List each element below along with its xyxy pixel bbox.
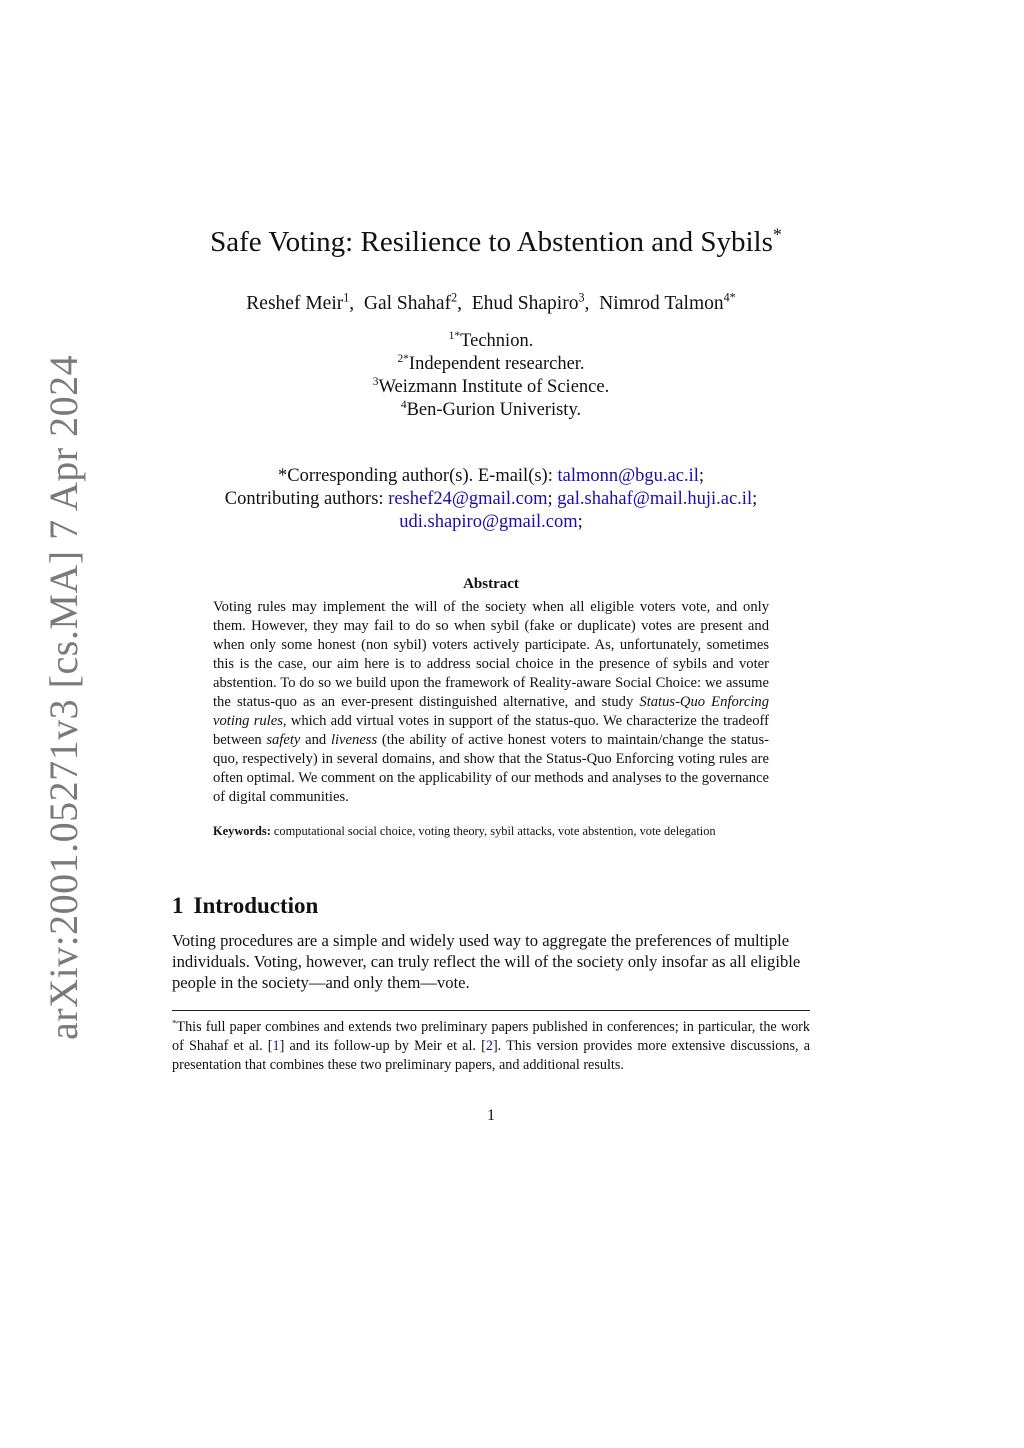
affiliation-text: Weizmann Institute of Science.	[378, 377, 610, 397]
footnote-text: ]. This version provides more extensive discussions, a presentation that combines these two preliminary papers, and additional results.	[172, 1038, 810, 1073]
author-name: Reshef Meir	[246, 293, 344, 314]
author-name: Nimrod Talmon	[599, 293, 724, 314]
affiliation	[0, 399, 982, 422]
footnote-text: ] and its follow-up by Meir et al. [	[279, 1038, 486, 1054]
section-heading	[172, 893, 318, 919]
keywords-text: computational social choice, voting theory, sybil attacks, vote abstention, vote delegation	[270, 824, 716, 838]
corresponding-author-line	[0, 465, 982, 488]
page-number: 1	[487, 1107, 495, 1124]
affiliation-text: Ben-Gurion Univeristy.	[406, 400, 582, 420]
author-affiliation-mark: 1	[343, 290, 350, 305]
abstract-emphasis: safety	[266, 732, 301, 748]
paragraph-line: people in the society—and only them—vote.	[172, 973, 470, 992]
affiliation	[0, 330, 982, 353]
contributing-email-link[interactable]: reshef24@gmail.com	[388, 489, 548, 509]
author-name: Ehud Shapiro	[471, 293, 579, 314]
corresponding-email-link[interactable]: talmonn@bgu.ac.il	[557, 466, 699, 486]
author-name: Gal Shahaf	[363, 293, 452, 314]
paper-title	[0, 226, 992, 259]
abstract-body	[213, 598, 769, 807]
author-affiliation-mark: 2	[451, 290, 458, 305]
paragraph-line: individuals. Voting, however, can truly reflect the will of the society only insofar as all eligible	[172, 952, 801, 971]
affiliation	[0, 353, 982, 376]
separator: ;	[577, 512, 583, 532]
contributing-authors-line	[0, 488, 982, 511]
abstract-text: (the ability of active honest voters to maintain/change the status-quo, respectively) in several domains, and show that the Status-Quo Enforcing voting rules are often optimal. We comment on the applicability of our methods and analyses to the governance of digital communities.	[213, 732, 769, 805]
affiliation-text: Independent researcher.	[408, 354, 585, 374]
affiliation-mark: 2*	[397, 352, 409, 365]
author-affiliation-mark: 3	[578, 290, 585, 305]
contributing-authors-line-2	[0, 511, 982, 534]
abstract-heading: Abstract	[463, 576, 519, 592]
affiliation-mark: 1*	[448, 329, 461, 342]
abstract-text: and	[300, 732, 331, 748]
section-number: 1	[172, 893, 184, 918]
paragraph-line: Voting procedures are a simple and widely used way to aggregate the preferences of multiple	[172, 931, 790, 950]
contributing-email-link[interactable]: gal.shahaf@mail.huji.ac.il	[557, 489, 753, 509]
footnote-divider	[172, 1010, 810, 1011]
author-affiliation-mark: 4*	[723, 290, 736, 305]
paper-title-text: Safe Voting: Resilience to Abstention and Sybils	[210, 226, 773, 258]
keywords	[213, 823, 783, 840]
abstract-emphasis: liveness	[330, 732, 378, 748]
contributing-email-link[interactable]: udi.shapiro@gmail.com	[399, 512, 578, 532]
contributing-label: Contributing authors:	[224, 489, 389, 509]
affiliation-mark: 4	[400, 398, 407, 411]
affiliation-mark: 3	[372, 375, 379, 388]
separator: ;	[698, 466, 704, 486]
citation-link[interactable]: 1	[272, 1038, 280, 1054]
separator: ;	[752, 489, 758, 509]
abstract-emphasis: Status-Quo Enforcing voting rules	[213, 694, 770, 729]
abstract-text: , which add virtual votes in support of the status-quo. We characterize the tradeoff between	[213, 713, 769, 748]
footnote-mark: *	[172, 1017, 177, 1028]
footnote	[172, 1018, 810, 1075]
introduction-paragraph	[172, 930, 810, 993]
citation-link[interactable]: 2	[485, 1038, 493, 1054]
title-footnote-mark: *	[772, 224, 782, 245]
affiliation	[0, 376, 982, 399]
keywords-label: Keywords:	[213, 824, 271, 838]
author-list: Reshef Meir$^1$, Gal Shahaf$^2$, Ehud Shapiro$^3$, Nimrod Talmon$^{4*}$	[246, 290, 736, 314]
abstract-text: Voting rules may implement the will of the society when all eligible voters vote, and only them. However, they may fail to do so when sybil (fake or duplicate) votes are present and when only some honest (non sybil) voters actively participate. As, unfortunately, sometimes this is the case, our aim here is to address social choice in the presence of sybils and voter abstention. To do so we build upon the framework of Reality-aware Social Choice: we assume the status-quo as an ever-present distinguished alternative, and study	[213, 599, 769, 710]
arxiv-identifier-stamp: arXiv:2001.05271v3 [cs.MA] 7 Apr 2024	[41, 354, 86, 1040]
footnote-text: This full paper combines and extends two preliminary papers published in conferences; in particular, the work of Shahaf et al. [	[172, 1019, 810, 1054]
corresponding-label: *Corresponding author(s). E-mail(s):	[277, 466, 558, 486]
section-title: Introduction	[193, 893, 319, 918]
affiliation-text: Technion.	[460, 331, 534, 351]
separator: ;	[547, 489, 553, 509]
